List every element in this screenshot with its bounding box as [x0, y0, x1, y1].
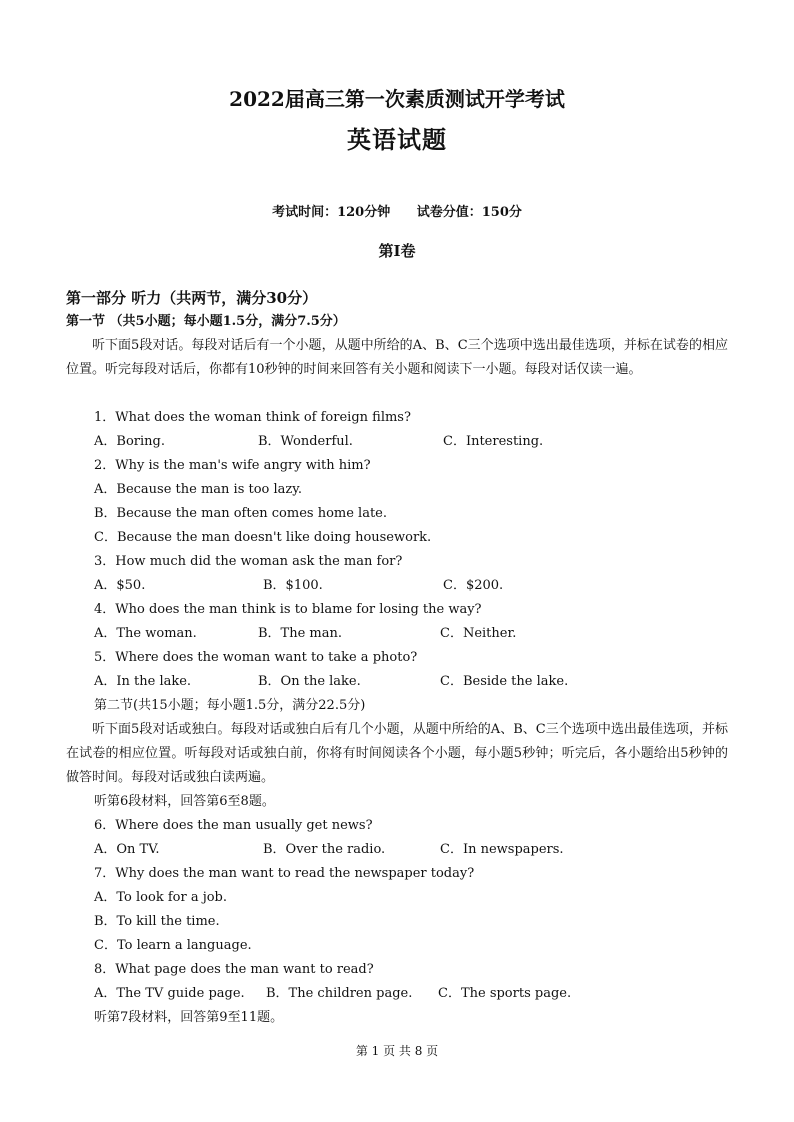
- q3-option-a: A．$50.: [94, 578, 146, 593]
- q1-option-a: A．Boring.: [94, 434, 165, 449]
- q4-option-c: C．Neither.: [440, 626, 517, 641]
- question-3: 3．How much did the woman ask the man for?: [94, 554, 403, 569]
- exam-title: 2022届高三第一次素质测试开学考试: [229, 87, 565, 111]
- exam-meta: [0, 201, 794, 220]
- exam-time: 考试时间：120分钟: [272, 205, 391, 220]
- q8-option-b: B．The children page.: [266, 986, 413, 1001]
- q4-option-b: B．The man.: [258, 626, 343, 641]
- part1-heading: 第一部分 听力（共两节，满分30分）: [66, 289, 318, 307]
- question-2: 2．Why is the man's wife angry with him?: [94, 458, 371, 473]
- question-6: 6．Where does the man usually get news?: [94, 818, 373, 833]
- q5-option-a: A．In the lake.: [94, 674, 192, 689]
- subject-title: 英语试题: [347, 125, 447, 154]
- question-8: 8．What page does the man want to read?: [94, 962, 374, 977]
- q8-option-c: C．The sports page.: [438, 986, 572, 1001]
- q5-option-b: B．On the lake.: [258, 674, 361, 689]
- q6-option-b: B．Over the radio.: [263, 842, 386, 857]
- q2-option-b: B．Because the man often comes home late.: [94, 506, 388, 521]
- volume-heading: 第I卷: [378, 242, 416, 260]
- q1-option-b: B．Wonderful.: [258, 434, 353, 449]
- section1-instruction: 听下面5段对话。每段对话后有一个小题，从题中所给的A、B、C三个选项中选出最佳选项，并标在试卷的相应位置。听完每段对话后，你都有10秒钟的时间来回答有关小题和阅读下一小题。每段对话仅读一遍。: [66, 338, 728, 377]
- q4-option-a: A．The woman.: [94, 626, 197, 641]
- page-footer: 第 1 页 共 8 页: [355, 1044, 439, 1058]
- question-4: 4．Who does the man think is to blame for losing the way?: [94, 602, 482, 617]
- q8-option-a: A．The TV guide page.: [94, 986, 245, 1001]
- q2-option-c: C．Because the man doesn't like doing housework.: [94, 530, 432, 545]
- section2-instruction: 听下面5段对话或独白。每段对话或独白后有几个小题，从题中所给的A、B、C三个选项中选出最佳选项，并标在试卷的相应位置。听每段对话或独白前，你将有时间阅读各个小题，每小题5秒钟；听完后，各小题给出5秒钟的做答时间。每段对话或独白读两遍。: [66, 722, 728, 785]
- question-5: 5．Where does the woman want to take a photo?: [94, 650, 418, 665]
- q7-option-b: B．To kill the time.: [94, 914, 220, 929]
- question-1: 1．What does the woman think of foreign films?: [94, 410, 411, 425]
- q3-option-b: B．$100.: [263, 578, 323, 593]
- q6-option-c: C．In newspapers.: [440, 842, 564, 857]
- q6-option-a: A．On TV.: [94, 842, 160, 857]
- q1-option-c: C．Interesting.: [443, 434, 544, 449]
- q7-option-a: A．To look for a job.: [94, 890, 228, 905]
- section1-heading: 第一节 （共5小题；每小题1.5分，满分7.5分）: [66, 314, 346, 329]
- section2-heading: 第二节(共15小题；每小题1.5分，满分22.5分): [94, 698, 366, 713]
- q3-option-c: C．$200.: [443, 578, 504, 593]
- q5-option-c: C．Beside the lake.: [440, 674, 569, 689]
- q2-option-a: A．Because the man is too lazy.: [94, 482, 303, 497]
- question-7: 7．Why does the man want to read the newspaper today?: [94, 866, 475, 881]
- material-6-note: 听第6段材料，回答第6至8题。: [94, 794, 275, 809]
- exam-score: 试卷分值：150分: [416, 205, 522, 220]
- material-7-note: 听第7段材料，回答第9至11题。: [94, 1010, 284, 1025]
- q7-option-c: C．To learn a language.: [94, 938, 252, 953]
